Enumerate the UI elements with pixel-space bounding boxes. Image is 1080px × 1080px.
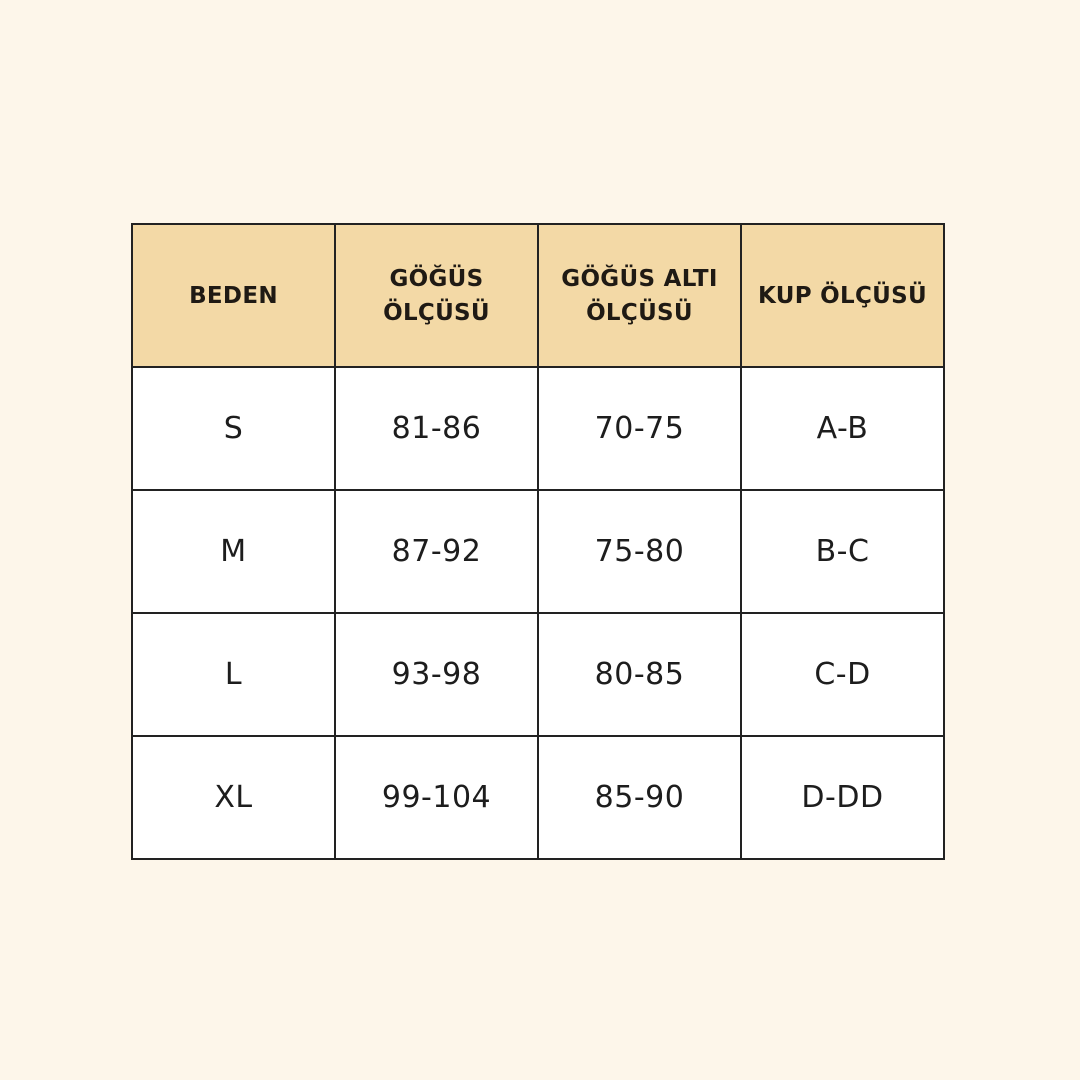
header-row [132,224,944,367]
table-header [132,224,944,367]
cell-size: M [132,490,335,613]
table-body [132,367,944,859]
cell-bust: 87-92 [335,490,538,613]
cell-underbust: 85-90 [538,736,741,859]
header-gogus-alti-olcusu-label: GÖĞÜS ALTI ÖLÇÜSÜ [561,265,718,326]
cell-cup: C-D [741,613,944,736]
size-chart-table [131,223,945,860]
cell-size: L [132,613,335,736]
header-kup-olcusu-label: KUP ÖLÇÜSÜ [758,282,927,309]
header-beden-label: BEDEN [189,282,278,309]
cell-size: S [132,367,335,490]
table-row [132,613,944,736]
cell-bust: 99-104 [335,736,538,859]
header-gogus-alti-olcusu [538,224,741,367]
cell-size: XL [132,736,335,859]
header-gogus-olcusu-label: GÖĞÜS ÖLÇÜSÜ [383,265,490,326]
cell-cup: B-C [741,490,944,613]
cell-bust: 81-86 [335,367,538,490]
cell-underbust: 80-85 [538,613,741,736]
table-row [132,367,944,490]
cell-cup: A-B [741,367,944,490]
header-gogus-olcusu [335,224,538,367]
table-row [132,736,944,859]
cell-underbust: 75-80 [538,490,741,613]
cell-underbust: 70-75 [538,367,741,490]
header-beden [132,224,335,367]
cell-bust: 93-98 [335,613,538,736]
table-row [132,490,944,613]
header-kup-olcusu [741,224,944,367]
cell-cup: D-DD [741,736,944,859]
